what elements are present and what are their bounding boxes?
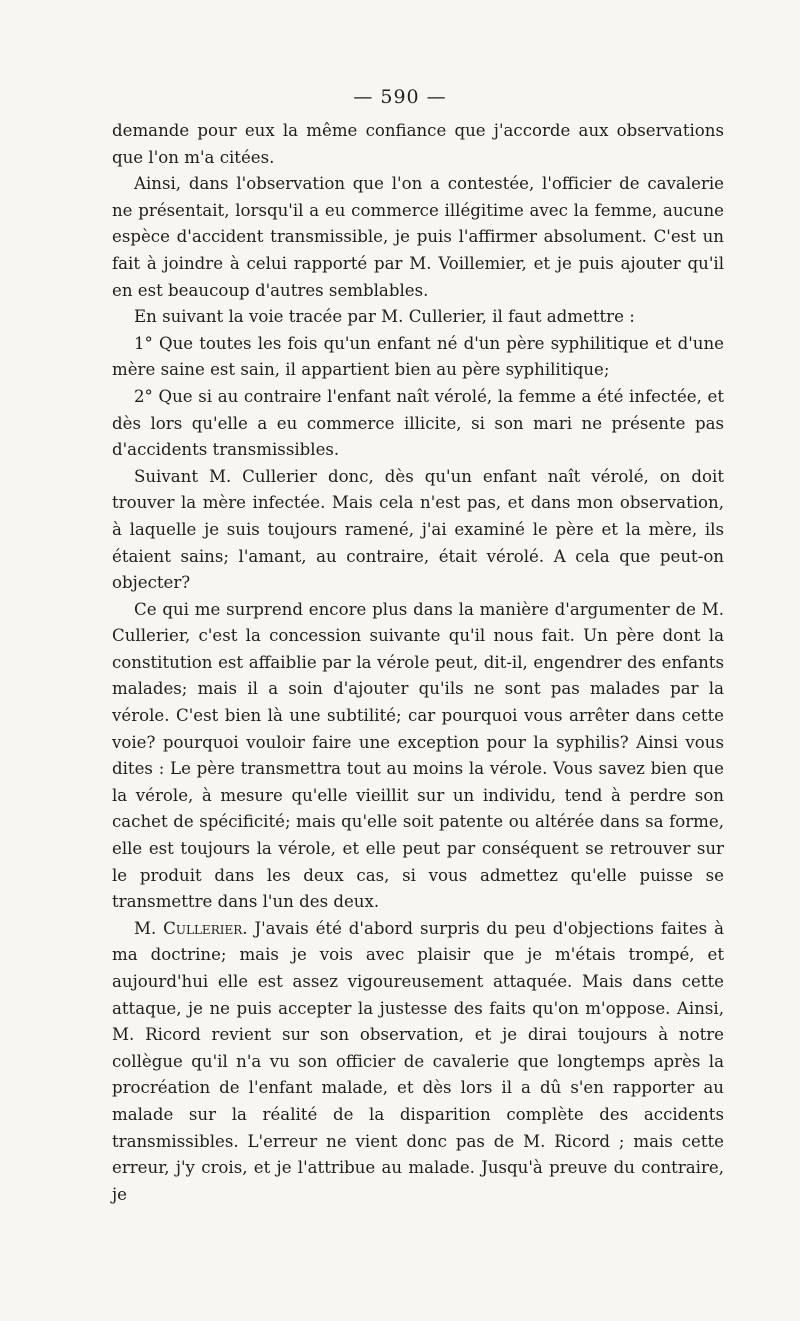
body-text bbox=[112, 118, 724, 1208]
speaker-text: J'avais été d'abord surpris du peu d'objections faites à ma doctrine; mais je vois avec plaisir que je m'étais trompé, et aujourd'hui elle est assez vigoureusement attaquée. Mais dans cette attaque, je ne puis accepter la justesse des faits qu'on m'oppose. Ainsi, M. Ricord revient sur son observation, et je dirai toujours à notre collègue qu'il n'a vu son officier de cavalerie que longtemps après la procréation de l'enfant malade, et dès lors il a dû s'en rapporter au malade sur la réalité de la disparition complète des accidents transmissibles. L'erreur ne vient donc pas de M. Ricord ; mais cette erreur, j'y crois, et je l'attribue au malade. Jusqu'à preuve du contraire, je bbox=[112, 918, 724, 1204]
paragraph: 2° Que si au contraire l'enfant naît vérolé, la femme a été infectée, et dès lors qu'elle a eu commerce illicite, si son mari ne présente pas d'accidents transmissibles. bbox=[112, 386, 724, 460]
paragraph: Ce qui me surprend encore plus dans la manière d'argumenter de M. Cullerier, c'est la concession suivante qu'il nous fait. Un père dont la constitution est affaiblie par la vérole peut, dit-il, engendrer des enfants malades; mais il a soin d'ajouter qu'ils ne sont pas malades par la vérole. C'est bien là une subtilité; car pourquoi vous arrêter dans cette voie? pourquoi vouloir faire une exception pour la syphilis? Ainsi vous dites : Le père transmettra tout au moins la vérole. Vous savez bien que la vérole, à mesure qu'elle vieillit sur un individu, tend à perdre son cachet de spécificité; mais qu'elle soit patente ou altérée dans sa forme, elle est toujours la vérole, et elle peut par conséquent se retrouver sur le produit dans les deux cas, si vous admettez qu'elle puisse se transmettre dans l'un des deux. bbox=[112, 599, 724, 912]
paragraph-speaker-cullerier bbox=[112, 916, 724, 1209]
speaker-name: M. Cullerier. bbox=[134, 918, 248, 938]
paragraph: 1° Que toutes les fois qu'un enfant né d'un père syphilitique et d'une mère saine est sain, il appartient bien au père syphilitique; bbox=[112, 333, 724, 380]
paragraph: Ainsi, dans l'observation que l'on a contestée, l'officier de cavalerie ne présentait, lorsqu'il a eu commerce illégitime avec la femme, aucune espèce d'accident transmissible, je puis l'affirmer absolument. C'est un fait à joindre à celui rapporté par M. Voillemier, et je puis ajouter qu'il en est beaucoup d'autres semblables. bbox=[112, 174, 724, 300]
paragraph: demande pour eux la même confiance que j'accorde aux observations que l'on m'a citées. bbox=[112, 121, 724, 167]
page-number: — 590 — bbox=[353, 86, 447, 108]
paragraph: Suivant M. Cullerier donc, dès qu'un enfant naît vérolé, on doit trouver la mère infectée. Mais cela n'est pas, et dans mon observation, à laquelle je suis toujours ramené, j'ai examiné le père et la mère, ils étaient sains; l'amant, au contraire, était vérolé. A cela que peut-on objecter? bbox=[112, 466, 724, 593]
paragraph: En suivant la voie tracée par M. Cullerier, il faut admettre : bbox=[134, 307, 635, 327]
